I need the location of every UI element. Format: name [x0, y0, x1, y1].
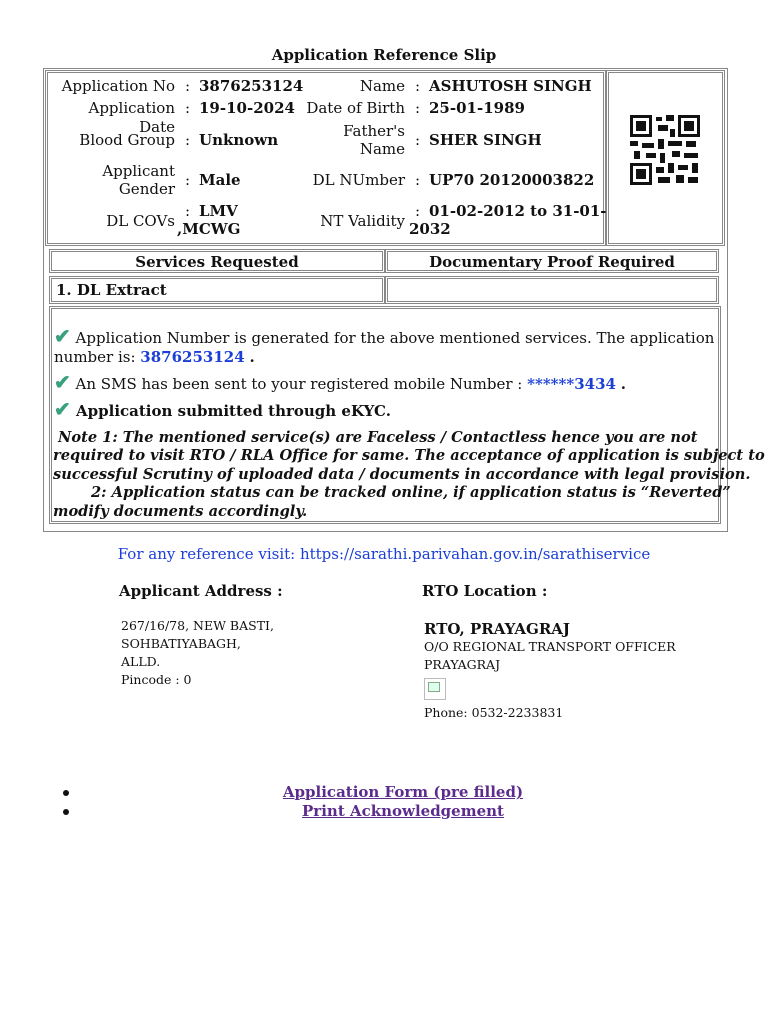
dob-label: Date of Birth: [306, 99, 405, 117]
rto-location-heading: RTO Location :: [422, 582, 548, 600]
ekyc-note-text: Application submitted through eKYC.: [76, 402, 391, 420]
period: .: [249, 348, 255, 366]
colon: :: [415, 131, 421, 149]
faceless-notes: [53, 429, 765, 521]
sms-note: [54, 370, 718, 394]
sms-note-text: An SMS has been sent to your registered mobile Number :: [75, 375, 523, 393]
note1-line2: required to visit RTO / RLA Office for same. The acceptance of application is subject to: [53, 447, 765, 465]
colon: :: [185, 131, 191, 149]
application-no-value: 3876253124: [199, 77, 304, 95]
applicant-address-heading: Applicant Address :: [119, 582, 283, 600]
rto-address-block: [424, 638, 724, 674]
note2-line1: 2: Application status can be tracked online, if application status is “Reverted”: [91, 484, 731, 502]
colon: :: [185, 202, 191, 220]
slip-title: Application Reference Slip: [271, 46, 497, 64]
notes-box: [49, 306, 765, 524]
rto-name: RTO, PRAYAGRAJ: [424, 620, 571, 638]
colon: :: [415, 99, 421, 117]
blood-group-value: Unknown: [199, 131, 279, 149]
services-requested-header: Services Requested: [49, 249, 385, 273]
colon: :: [185, 171, 191, 189]
ekyc-note: [54, 397, 718, 421]
father-name-label-line1: Father's: [343, 122, 405, 140]
rto-address-line2: PRAYAGRAJ: [424, 657, 501, 672]
service-item: 1. DL Extract: [49, 276, 385, 304]
applicant-address-block: [121, 617, 391, 689]
colon: :: [185, 77, 191, 95]
name-label: Name: [359, 77, 405, 95]
application-date-value: 19-10-2024: [199, 99, 295, 117]
app-number-note: [54, 324, 718, 367]
application-no-label: Application No: [61, 77, 175, 95]
period: .: [620, 375, 626, 393]
qr-code-box: [606, 70, 725, 246]
app-number-note-text2: number is:: [54, 348, 136, 366]
dl-covs-label: DL COVs: [106, 212, 175, 230]
address-line1: 267/16/78, NEW BASTI, SOHBATIYABAGH,: [121, 618, 274, 651]
application-date-label: Application Date: [88, 99, 175, 136]
rto-address-line1: O/O REGIONAL TRANSPORT OFFICER: [424, 639, 676, 654]
app-number-highlight: 3876253124: [140, 348, 245, 366]
note1-line1: Note 1: The mentioned service(s) are Faceless / Contactless hence you are not: [58, 429, 698, 446]
print-ack-link-row: [0, 802, 768, 820]
print-acknowledgement-link[interactable]: Print Acknowledgement: [302, 802, 504, 820]
colon: :: [185, 99, 191, 117]
dl-covs-value-line1: LMV: [199, 202, 238, 220]
address-line2: ALLD.: [121, 654, 161, 669]
gender-label-line2: Gender: [118, 180, 175, 198]
dl-number-value: UP70 20120003822: [429, 171, 595, 189]
gender-value: Male: [199, 171, 241, 189]
note2-line2: modify documents accordingly.: [53, 502, 308, 520]
nt-validity-label: NT Validity: [320, 212, 405, 230]
qr-code-image: [630, 115, 700, 185]
dob-value: 25-01-1989: [429, 99, 525, 117]
application-form-link-row: [0, 783, 768, 801]
colon: :: [415, 202, 421, 220]
nt-validity-value-line2: 2032: [409, 220, 451, 238]
address-pincode: Pincode : 0: [121, 672, 192, 687]
documentary-proof-header: Documentary Proof Required: [385, 249, 719, 273]
colon: :: [415, 77, 421, 95]
checkmark-icon: ✔: [54, 397, 71, 421]
broken-image-icon: [424, 678, 446, 700]
name-value: ASHUTOSH SINGH: [429, 77, 592, 95]
gender-label-line1: Applicant: [102, 162, 175, 180]
blood-group-label: Blood Group: [79, 131, 175, 149]
colon: :: [415, 171, 421, 189]
father-name-label-line2: Name: [359, 140, 405, 158]
dl-covs-value-line2: ,MCWG: [177, 220, 241, 238]
nt-validity-value-line1: 01-02-2012 to 31-01-: [429, 202, 607, 220]
rto-phone: Phone: 0532-2233831: [424, 705, 564, 720]
reference-url-text: For any reference visit: https://sarathi.parivahan.gov.in/sarathiservice: [117, 545, 651, 563]
application-form-link[interactable]: Application Form (pre filled): [282, 783, 524, 801]
documentary-proof-cell: [385, 276, 719, 304]
dl-number-label: DL NUmber: [312, 171, 405, 189]
app-number-note-text: Application Number is generated for the above mentioned services. The application: [75, 329, 715, 347]
note1-line3: successful Scrutiny of uploaded data / documents in accordance with legal provision.: [53, 465, 751, 483]
masked-mobile-number: ******3434: [527, 375, 616, 393]
checkmark-icon: ✔: [54, 370, 71, 394]
father-name-value: SHER SINGH: [429, 131, 542, 149]
checkmark-icon: ✔: [54, 324, 71, 348]
